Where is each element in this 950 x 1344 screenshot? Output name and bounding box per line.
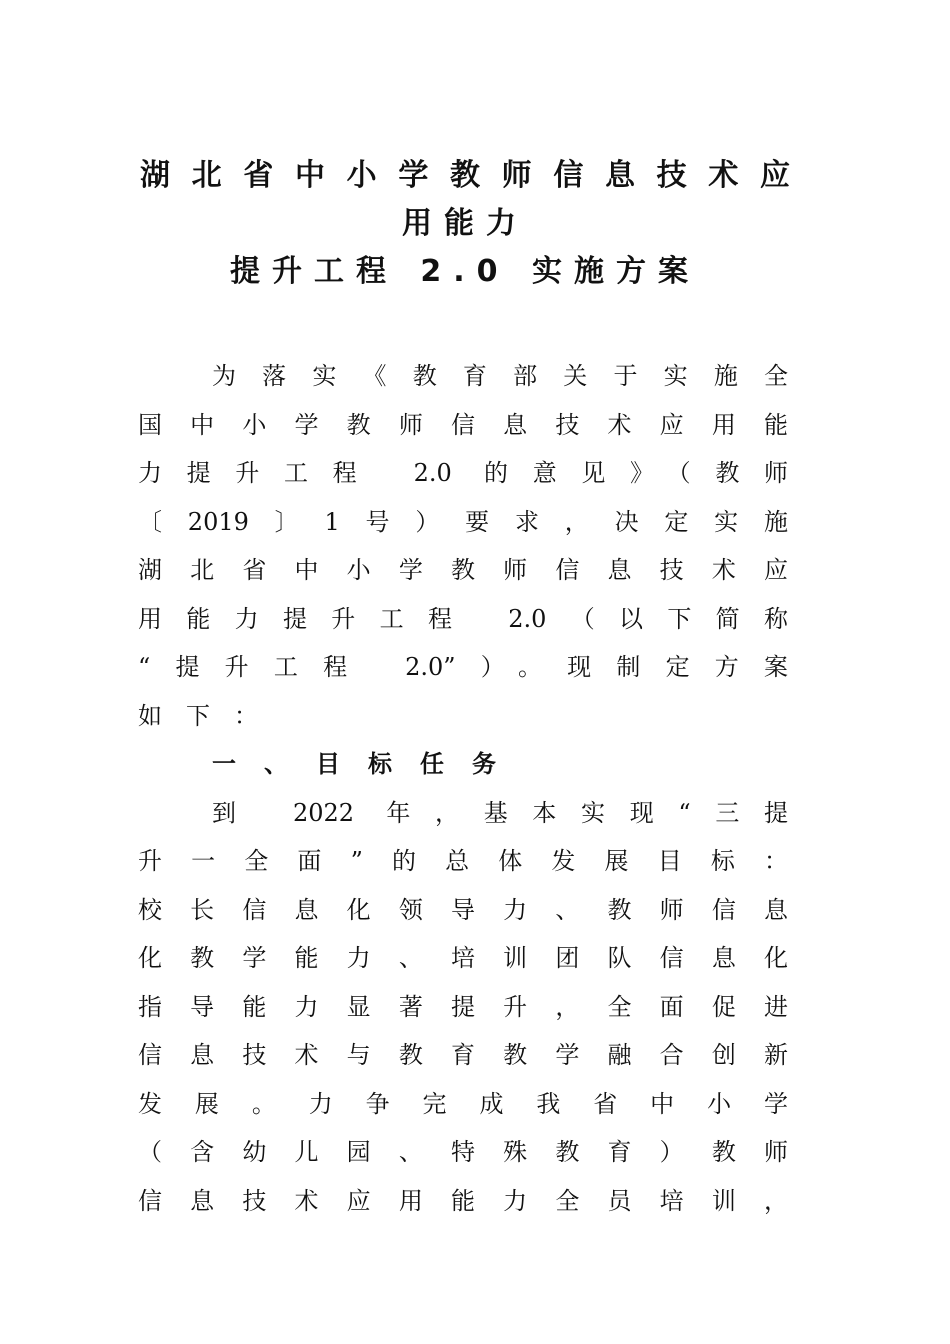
section-line-1: 到 2022 年，基本实现“三提: [212, 798, 788, 827]
title-line-2: 用能力: [402, 206, 528, 241]
section-line-7: 发展。力争完成我省中小学: [138, 1089, 788, 1118]
intro-line-3: 力提升工程 2.0 的意见》（教师: [138, 459, 788, 487]
section-line-2: 升一全面”的总体发展目标：: [138, 847, 788, 875]
section-heading: 一、目标任务: [212, 750, 524, 778]
document-body: [138, 352, 788, 1225]
title-line-1: 湖北省中小学教师信息技术应: [140, 158, 790, 193]
intro-line-2: 国中小学教师信息技术应用能: [138, 410, 788, 439]
section-line-5: 指导能力显著提升，全面促进: [138, 992, 788, 1021]
intro-line-8: 如下：: [138, 701, 282, 730]
section-line-9: 信息技术应用能力全员培训，: [138, 1186, 788, 1215]
section-line-8: （含幼儿园、特殊教育）教师: [138, 1138, 788, 1166]
title-line-3: 提升工程 2.0 实施方案: [229, 254, 701, 289]
intro-line-1: 为落实《教育部关于实施全: [212, 362, 788, 390]
intro-line-4: 〔2019〕1号）要求，决定实施: [138, 507, 788, 536]
section-line-4: 化教学能力、培训团队信息化: [138, 944, 788, 972]
document-title: [140, 152, 790, 296]
intro-line-5: 湖北省中小学教师信息技术应: [138, 556, 788, 584]
intro-line-6: 用能力提升工程 2.0（以下简称: [138, 604, 788, 633]
intro-line-7: “提升工程 2.0”）。现制定方案: [138, 653, 788, 681]
section-line-3: 校长信息化领导力、教师信息: [138, 895, 788, 924]
section-line-6: 信息技术与教育教学融合创新: [138, 1041, 788, 1069]
